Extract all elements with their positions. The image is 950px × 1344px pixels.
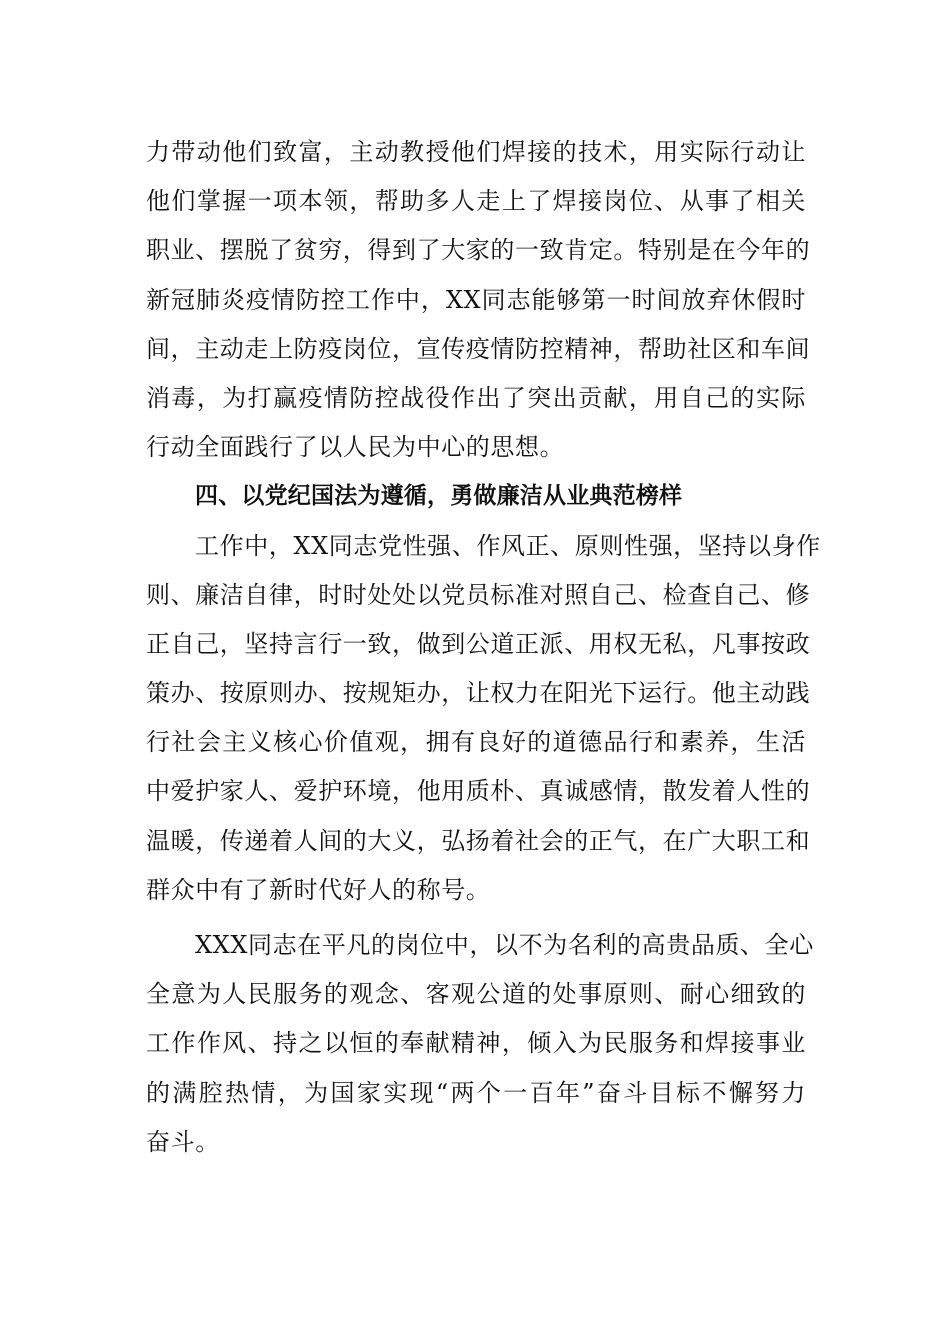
text-line: 中爱护家人、爱护环境，他用质朴、真诚感情，散发着人性的 (146, 777, 811, 806)
text-line: 温暖，传递着人间的大义，弘扬着社会的正气，在广大职工和 (146, 826, 811, 855)
text-line: 策办、按原则办、按规矩办，让权力在阳光下运行。他主动践 (146, 679, 811, 708)
text-line: 则、廉洁自律，时时处处以党员标准对照自己、检查自己、修 (146, 580, 811, 609)
text-line: 群众中有了新时代好人的称号。 (146, 875, 491, 904)
text-line: 奋斗。 (146, 1127, 220, 1156)
text-line: 的满腔热情，为国家实现“两个一百年”奋斗目标不懈努力 (146, 1078, 806, 1107)
paragraph-summary (146, 921, 814, 1167)
text-line: 力带动他们致富，主动教授他们焊接的技术，用实际行动让 (146, 138, 806, 166)
text-line: 正自己，坚持言行一致，做到公道正派、用权无私，凡事按政 (146, 629, 811, 658)
paragraph-continuation (146, 128, 811, 472)
text-line: 职业、摆脱了贫穷，得到了大家的一致肯定。特别是在今年的 (146, 236, 811, 265)
text-line: 新冠肺炎疫情防控工作中，XX同志能够第一时间放弃休假时 (146, 285, 806, 314)
document-body (146, 128, 821, 1167)
text-line: 行动全面践行了以人民为中心的思想。 (146, 433, 565, 462)
text-line: 消毒，为打赢疫情防控战役作出了突出贡献，用自己的实际 (146, 383, 806, 412)
text-line: 工作中，XX同志党性强、作风正、原则性强，坚持以身作 (195, 531, 821, 560)
text-line: 他们掌握一项本领，帮助多人走上了焊接岗位、从事了相关 (146, 187, 806, 216)
paragraph-integrity (146, 522, 821, 916)
text-line: 行社会主义核心价值观，拥有良好的道德品行和素养，生活 (146, 728, 806, 757)
text-line: 全意为人民服务的观念、客观公道的处事原则、耐心细致的 (146, 980, 806, 1009)
text-line: 间，主动走上防疫岗位，宣传疫情防控精神，帮助社区和车间 (146, 334, 811, 363)
text-line: 工作作风、持之以恒的奉献精神，倾入为民服务和焊接事业 (146, 1029, 806, 1058)
section-heading: 四、以党纪国法为遵循，勇做廉洁从业典范榜样 (195, 483, 683, 510)
text-line: XXX同志在平凡的岗位中，以不为名利的高贵品质、全心 (195, 931, 814, 959)
